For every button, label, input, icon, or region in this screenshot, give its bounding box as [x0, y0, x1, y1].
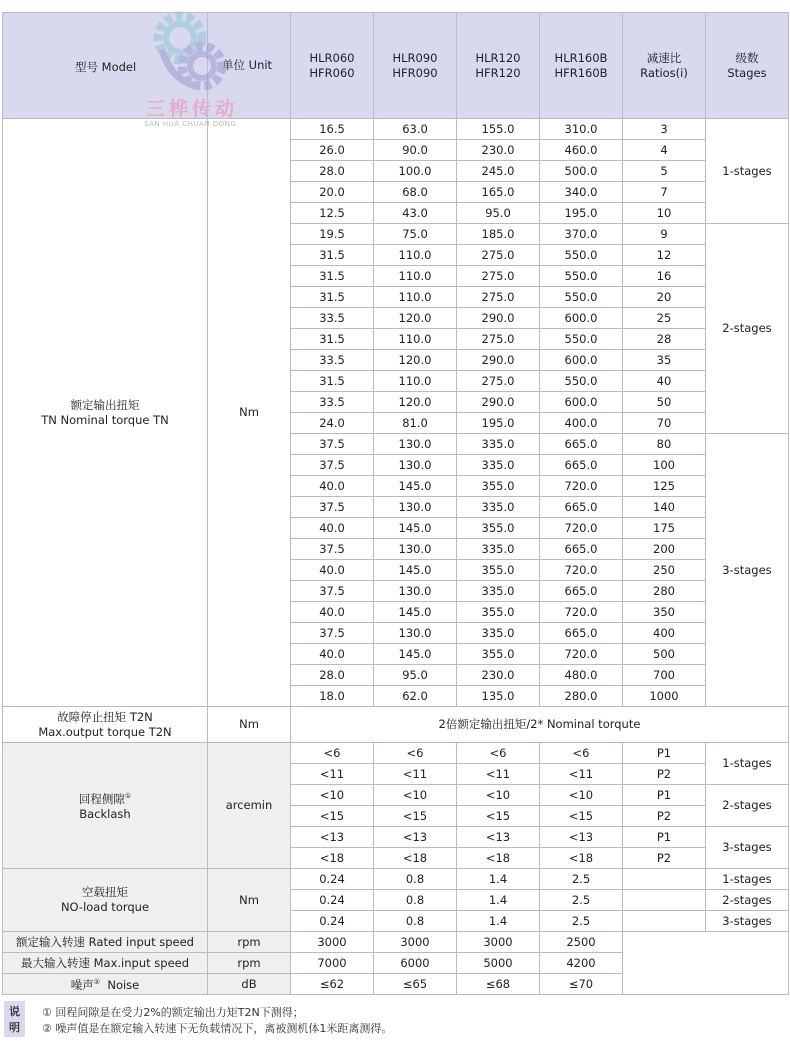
- value-cell: 340.0: [540, 182, 623, 203]
- value-cell: 480.0: [540, 665, 623, 686]
- grade-cell: P1: [623, 827, 706, 848]
- value-cell: <6: [540, 743, 623, 764]
- value-cell: 0.24: [291, 911, 374, 932]
- value-cell: 335.0: [457, 455, 540, 476]
- value-cell: 37.5: [291, 581, 374, 602]
- value-cell: 720.0: [540, 602, 623, 623]
- stage-cell: 1-stages: [706, 743, 789, 785]
- value-cell: 31.5: [291, 287, 374, 308]
- value-cell: 550.0: [540, 371, 623, 392]
- value-cell: <15: [374, 806, 457, 827]
- value-cell: <6: [291, 743, 374, 764]
- value-cell: 19.5: [291, 224, 374, 245]
- value-cell: 720.0: [540, 560, 623, 581]
- value-cell: 40.0: [291, 602, 374, 623]
- stage-cell: 2-stages: [706, 890, 789, 911]
- grade-cell: P1: [623, 743, 706, 764]
- value-cell: 0.8: [374, 911, 457, 932]
- value-cell: ≤62: [291, 974, 374, 995]
- grade-cell: P2: [623, 764, 706, 785]
- value-cell: 665.0: [540, 623, 623, 644]
- value-cell: 37.5: [291, 623, 374, 644]
- table-row: [3, 932, 789, 953]
- max-torque-value: 2倍额定输出扭矩/2* Nominal torqute: [291, 707, 789, 743]
- value-cell: <18: [457, 848, 540, 869]
- value-cell: 95.0: [457, 203, 540, 224]
- value-cell: 275.0: [457, 266, 540, 287]
- ratio-cell: 28: [623, 329, 706, 350]
- value-cell: 275.0: [457, 329, 540, 350]
- label-en: Backlash: [79, 806, 131, 821]
- value-cell: 40.0: [291, 518, 374, 539]
- grade-cell: P1: [623, 785, 706, 806]
- ratio-cell: 400: [623, 623, 706, 644]
- empty-cell: [623, 911, 706, 932]
- stage-cell: 2-stages: [706, 785, 789, 827]
- empty-cell: [623, 890, 706, 911]
- rated-speed-label: 额定输入转速 Rated input speed: [3, 932, 208, 953]
- grade-cell: P2: [623, 848, 706, 869]
- value-cell: 145.0: [374, 518, 457, 539]
- stage-cell: 3-stages: [706, 911, 789, 932]
- value-cell: 665.0: [540, 434, 623, 455]
- value-cell: 355.0: [457, 518, 540, 539]
- ratio-cell: 250: [623, 560, 706, 581]
- grade-cell: P2: [623, 806, 706, 827]
- ratio-cell: 12: [623, 245, 706, 266]
- value-cell: ≤70: [540, 974, 623, 995]
- model-col-header: HLR120 HFR120: [457, 13, 540, 119]
- value-cell: 600.0: [540, 308, 623, 329]
- value-cell: <10: [540, 785, 623, 806]
- label-en: TN Nominal torque TN: [41, 412, 169, 427]
- value-cell: 355.0: [457, 602, 540, 623]
- value-cell: 33.5: [291, 392, 374, 413]
- value-cell: 335.0: [457, 581, 540, 602]
- value-cell: 7000: [291, 953, 374, 974]
- label-cn: 故障停止扭矩 T2N: [57, 709, 153, 724]
- value-cell: 62.0: [374, 686, 457, 707]
- value-cell: 165.0: [457, 182, 540, 203]
- value-cell: <15: [457, 806, 540, 827]
- value-cell: 185.0: [457, 224, 540, 245]
- backlash-label: [3, 743, 208, 869]
- nominal-torque-label: [3, 119, 208, 707]
- value-cell: <13: [291, 827, 374, 848]
- max-torque-label: [3, 707, 208, 743]
- unit-header: 单位 Unit: [208, 13, 291, 119]
- ratio-cell: 40: [623, 371, 706, 392]
- value-cell: 4200: [540, 953, 623, 974]
- value-cell: 155.0: [457, 119, 540, 140]
- value-cell: 2500: [540, 932, 623, 953]
- value-cell: <6: [374, 743, 457, 764]
- model-col-header: HLR160B HFR160B: [540, 13, 623, 119]
- label-en: NO-load torque: [60, 900, 150, 914]
- value-cell: 130.0: [374, 623, 457, 644]
- value-cell: 195.0: [540, 203, 623, 224]
- value-cell: 37.5: [291, 497, 374, 518]
- value-cell: 81.0: [374, 413, 457, 434]
- value-cell: 145.0: [374, 602, 457, 623]
- stages-header: 级数 Stages: [706, 13, 789, 119]
- stage-cell: 1-stages: [706, 119, 789, 224]
- value-cell: 130.0: [374, 497, 457, 518]
- value-cell: 31.5: [291, 266, 374, 287]
- noise-label: [3, 974, 208, 995]
- value-cell: 335.0: [457, 497, 540, 518]
- value-cell: 75.0: [374, 224, 457, 245]
- value-cell: 550.0: [540, 329, 623, 350]
- value-cell: 26.0: [291, 140, 374, 161]
- value-cell: 37.5: [291, 539, 374, 560]
- value-cell: 12.5: [291, 203, 374, 224]
- notes-tag: 说明: [4, 1001, 25, 1037]
- value-cell: 110.0: [374, 287, 457, 308]
- unit-cell: Nm: [208, 707, 291, 743]
- value-cell: 110.0: [374, 245, 457, 266]
- table-row: [3, 707, 789, 743]
- value-cell: 370.0: [540, 224, 623, 245]
- value-cell: 550.0: [540, 266, 623, 287]
- value-cell: 665.0: [540, 497, 623, 518]
- ratio-cell: 700: [623, 665, 706, 686]
- value-cell: 720.0: [540, 518, 623, 539]
- value-cell: 355.0: [457, 560, 540, 581]
- value-cell: 335.0: [457, 539, 540, 560]
- header-row: [3, 13, 789, 119]
- max-speed-label: 最大输入转速 Max.input speed: [3, 953, 208, 974]
- value-cell: 100.0: [374, 161, 457, 182]
- value-cell: 3000: [291, 932, 374, 953]
- ratio-cell: 140: [623, 497, 706, 518]
- label-en: Max.output torque T2N: [38, 724, 172, 739]
- value-cell: 130.0: [374, 434, 457, 455]
- value-cell: <10: [457, 785, 540, 806]
- value-cell: <11: [457, 764, 540, 785]
- value-cell: 43.0: [374, 203, 457, 224]
- value-cell: 33.5: [291, 308, 374, 329]
- value-cell: 110.0: [374, 371, 457, 392]
- value-cell: 310.0: [540, 119, 623, 140]
- value-cell: 40.0: [291, 560, 374, 581]
- value-cell: <18: [540, 848, 623, 869]
- value-cell: 135.0: [457, 686, 540, 707]
- value-cell: 665.0: [540, 581, 623, 602]
- value-cell: 24.0: [291, 413, 374, 434]
- value-cell: 40.0: [291, 476, 374, 497]
- logo-text-cn: 三桦传动: [146, 98, 239, 120]
- value-cell: <10: [291, 785, 374, 806]
- ratio-cell: 70: [623, 413, 706, 434]
- ratio-cell: 5: [623, 161, 706, 182]
- value-cell: <6: [457, 743, 540, 764]
- logo-text-en: SAN HUA CHUAN DONG: [144, 120, 237, 128]
- value-cell: 245.0: [457, 161, 540, 182]
- stage-cell: 3-stages: [706, 827, 789, 869]
- value-cell: <13: [540, 827, 623, 848]
- value-cell: 280.0: [540, 686, 623, 707]
- value-cell: 110.0: [374, 329, 457, 350]
- ratio-cell: 4: [623, 140, 706, 161]
- value-cell: 16.5: [291, 119, 374, 140]
- ratio-cell: 35: [623, 350, 706, 371]
- value-cell: 110.0: [374, 266, 457, 287]
- value-cell: 665.0: [540, 455, 623, 476]
- value-cell: 290.0: [457, 392, 540, 413]
- value-cell: 31.5: [291, 371, 374, 392]
- ratio-cell: 20: [623, 287, 706, 308]
- value-cell: 63.0: [374, 119, 457, 140]
- label-cn: 噪声: [70, 977, 94, 992]
- label-cn: 额定输出扭矩: [70, 397, 140, 412]
- unit-cell: arcemin: [208, 743, 291, 869]
- value-cell: ≤65: [374, 974, 457, 995]
- ratio-cell: 80: [623, 434, 706, 455]
- value-cell: 120.0: [374, 392, 457, 413]
- label-cn: 空载扭矩: [82, 885, 128, 899]
- unit-cell: rpm: [208, 953, 291, 974]
- value-cell: 0.24: [291, 890, 374, 911]
- value-cell: 68.0: [374, 182, 457, 203]
- value-cell: <18: [374, 848, 457, 869]
- value-cell: 230.0: [457, 665, 540, 686]
- note-line: ① 回程间隙是在受力2%的额定输出力矩T2N下测得；: [42, 1006, 304, 1019]
- ratio-cell: 200: [623, 539, 706, 560]
- value-cell: 145.0: [374, 476, 457, 497]
- value-cell: 335.0: [457, 434, 540, 455]
- ratio-cell: 1000: [623, 686, 706, 707]
- value-cell: 3000: [457, 932, 540, 953]
- label-sup: ②: [93, 978, 101, 987]
- value-cell: 2.5: [540, 890, 623, 911]
- value-cell: <15: [291, 806, 374, 827]
- value-cell: <11: [374, 764, 457, 785]
- value-cell: 1.4: [457, 911, 540, 932]
- value-cell: 18.0: [291, 686, 374, 707]
- value-cell: 37.5: [291, 434, 374, 455]
- value-cell: 5000: [457, 953, 540, 974]
- value-cell: 290.0: [457, 308, 540, 329]
- value-cell: 33.5: [291, 350, 374, 371]
- value-cell: 28.0: [291, 161, 374, 182]
- ratio-cell: 350: [623, 602, 706, 623]
- value-cell: <11: [540, 764, 623, 785]
- ratio-header: 减速比 Ratios(i): [623, 13, 706, 119]
- value-cell: 1.4: [457, 890, 540, 911]
- value-cell: 0.8: [374, 890, 457, 911]
- empty-cell: [623, 869, 706, 890]
- value-cell: 37.5: [291, 455, 374, 476]
- value-cell: 3000: [374, 932, 457, 953]
- ratio-cell: 100: [623, 455, 706, 476]
- stage-cell: 1-stages: [706, 869, 789, 890]
- label-sup: ①: [124, 792, 132, 801]
- table-row: [3, 743, 789, 764]
- empty-cell: [623, 932, 789, 995]
- value-cell: 40.0: [291, 644, 374, 665]
- value-cell: 275.0: [457, 245, 540, 266]
- value-cell: 500.0: [540, 161, 623, 182]
- table-row: [3, 869, 789, 890]
- value-cell: 120.0: [374, 350, 457, 371]
- label-en: Noise: [107, 977, 140, 992]
- value-cell: 275.0: [457, 287, 540, 308]
- value-cell: <11: [291, 764, 374, 785]
- value-cell: 600.0: [540, 392, 623, 413]
- unit-cell: dB: [208, 974, 291, 995]
- value-cell: 20.0: [291, 182, 374, 203]
- unit-cell: Nm: [208, 869, 291, 932]
- ratio-cell: 175: [623, 518, 706, 539]
- ratio-cell: 125: [623, 476, 706, 497]
- value-cell: 400.0: [540, 413, 623, 434]
- ratio-cell: 16: [623, 266, 706, 287]
- ratio-cell: 25: [623, 308, 706, 329]
- value-cell: 290.0: [457, 350, 540, 371]
- value-cell: 275.0: [457, 371, 540, 392]
- value-cell: 6000: [374, 953, 457, 974]
- value-cell: 195.0: [457, 413, 540, 434]
- value-cell: <13: [457, 827, 540, 848]
- value-cell: 28.0: [291, 665, 374, 686]
- stage-cell: 2-stages: [706, 224, 789, 434]
- value-cell: 90.0: [374, 140, 457, 161]
- stage-cell: 3-stages: [706, 434, 789, 707]
- ratio-cell: 9: [623, 224, 706, 245]
- value-cell: <13: [374, 827, 457, 848]
- value-cell: ≤68: [457, 974, 540, 995]
- ratio-cell: 10: [623, 203, 706, 224]
- model-col-header: HLR090 HFR090: [374, 13, 457, 119]
- value-cell: 2.5: [540, 869, 623, 890]
- ratio-cell: 3: [623, 119, 706, 140]
- value-cell: 95.0: [374, 665, 457, 686]
- noload-torque-label: [3, 869, 208, 932]
- value-cell: 460.0: [540, 140, 623, 161]
- ratio-cell: 500: [623, 644, 706, 665]
- value-cell: 145.0: [374, 644, 457, 665]
- table-row: [3, 119, 789, 140]
- model-header: 型号 Model: [3, 13, 208, 119]
- value-cell: 355.0: [457, 476, 540, 497]
- note-line: ② 噪声值是在额定输入转速下无负载情况下，离被测机体1米距离测得。: [42, 1022, 393, 1035]
- value-cell: 0.24: [291, 869, 374, 890]
- value-cell: 720.0: [540, 476, 623, 497]
- value-cell: 31.5: [291, 329, 374, 350]
- value-cell: 145.0: [374, 560, 457, 581]
- value-cell: 1.4: [457, 869, 540, 890]
- value-cell: 130.0: [374, 455, 457, 476]
- unit-cell: rpm: [208, 932, 291, 953]
- value-cell: 130.0: [374, 539, 457, 560]
- value-cell: 720.0: [540, 644, 623, 665]
- value-cell: 120.0: [374, 308, 457, 329]
- value-cell: 31.5: [291, 245, 374, 266]
- value-cell: 335.0: [457, 623, 540, 644]
- value-cell: 600.0: [540, 350, 623, 371]
- label-cn: 回程侧隙: [78, 791, 125, 806]
- value-cell: 550.0: [540, 287, 623, 308]
- ratio-cell: 280: [623, 581, 706, 602]
- value-cell: 550.0: [540, 245, 623, 266]
- value-cell: <15: [540, 806, 623, 827]
- value-cell: 665.0: [540, 539, 623, 560]
- spec-table: [2, 12, 789, 995]
- value-cell: <10: [374, 785, 457, 806]
- value-cell: 230.0: [457, 140, 540, 161]
- value-cell: 130.0: [374, 581, 457, 602]
- value-cell: 355.0: [457, 644, 540, 665]
- value-cell: <18: [291, 848, 374, 869]
- value-cell: 0.8: [374, 869, 457, 890]
- ratio-cell: 50: [623, 392, 706, 413]
- value-cell: 2.5: [540, 911, 623, 932]
- model-col-header: HLR060 HFR060: [291, 13, 374, 119]
- ratio-cell: 7: [623, 182, 706, 203]
- unit-cell: Nm: [208, 119, 291, 707]
